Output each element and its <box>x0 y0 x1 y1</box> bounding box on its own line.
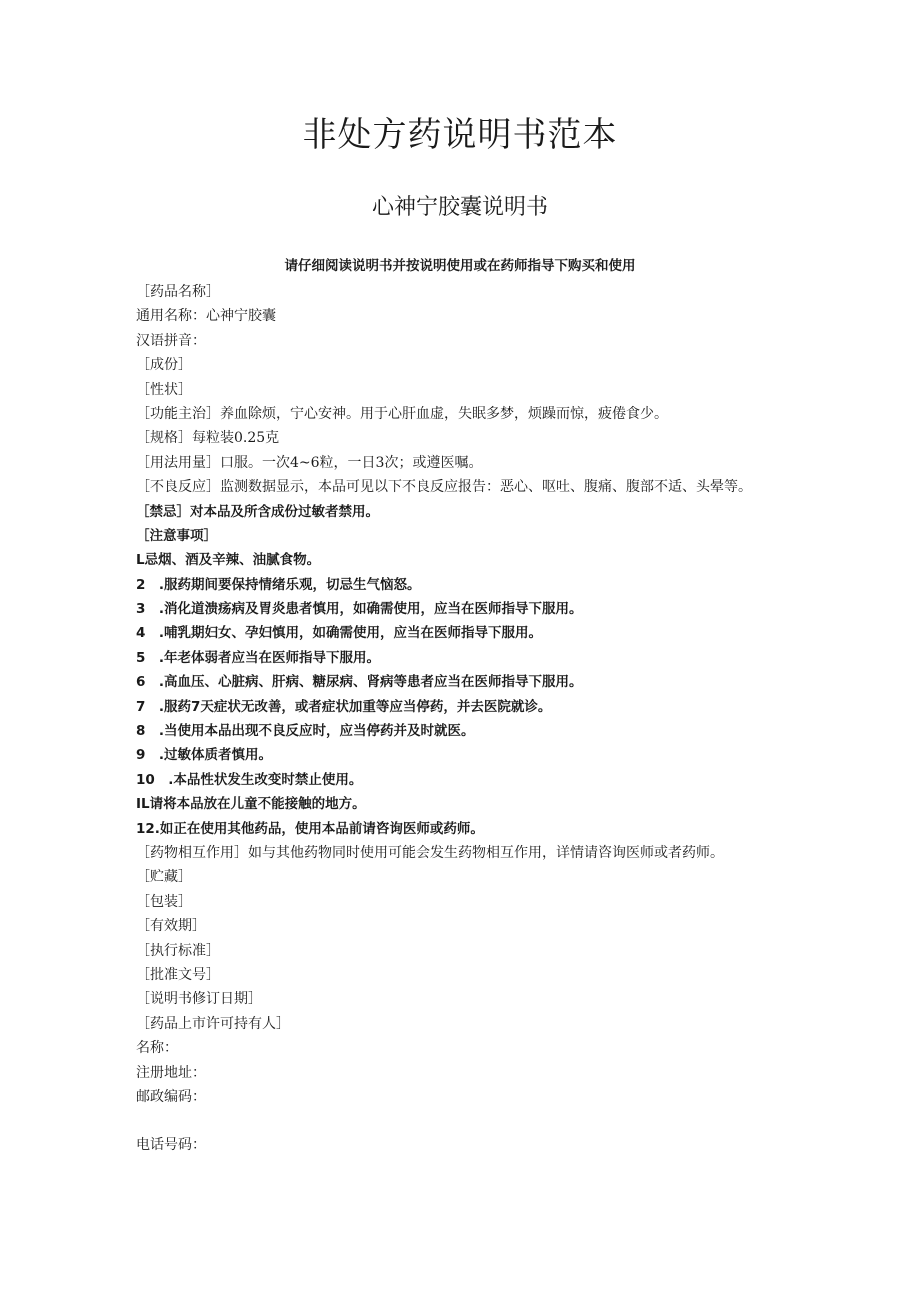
standard-header: ［执行标准］ <box>136 942 220 959</box>
document-title: 非处方药说明书范本 <box>302 115 618 155</box>
precaution-item: 5 .年老体弱者应当在医师指导下服用。 <box>136 649 381 666</box>
precaution-item: 10 .本品性状发生改变时禁止使用。 <box>136 771 363 788</box>
precaution-item: IL请将本品放在儿童不能接触的地方。 <box>136 796 366 813</box>
drug-interactions: ［药物相互作用］如与其他药物同时使用可能会发生药物相互作用，详情请咨询医师或者药师。 <box>136 845 724 861</box>
leaflet-body <box>136 280 796 1158</box>
precaution-item: 4 .哺乳期妇女、孕妇慎用，如确需使用，应当在医师指导下服用。 <box>136 625 543 642</box>
validity-header: ［有效期］ <box>136 918 206 935</box>
reading-instruction: 请仔细阅读说明书并按说明使用或在药师指导下购买和使用 <box>284 258 636 274</box>
specification: ［规格］每粒装0.25克 <box>136 430 280 447</box>
pinyin-name: 汉语拼音： <box>136 332 206 349</box>
storage-header: ［贮藏］ <box>136 869 192 886</box>
generic-name: 通用名称：心神宁胶囊 <box>136 308 276 325</box>
revision-date-header: ［说明书修订日期］ <box>136 991 262 1008</box>
precaution-item: 6 .高血压、心脏病、肝病、糖尿病、肾病等患者应当在医师指导下服用。 <box>136 674 583 691</box>
approval-number-header: ［批准文号］ <box>136 966 220 983</box>
drug-leaflet-title: 心神宁胶囊说明书 <box>371 195 548 220</box>
precaution-item: 7 .服药7天症状无改善，或者症状加重等应当停药，并去医院就诊。 <box>136 698 552 715</box>
contraindications: ［禁忌］对本品及所含成份过敏者禁用。 <box>136 503 379 520</box>
mah-header: ［药品上市许可持有人］ <box>136 1015 290 1032</box>
properties-header: ［性状］ <box>136 381 192 398</box>
precaution-item: L忌烟、酒及辛辣、油腻食物。 <box>136 552 321 569</box>
precaution-item: 12.如正在使用其他药品，使用本品前请咨询医师或药师。 <box>136 820 484 837</box>
precaution-item: 3 .消化道溃疡病及胃炎患者慎用，如确需使用，应当在医师指导下服用。 <box>136 601 583 618</box>
precaution-item: 9 .过敏体质者慎用。 <box>136 747 273 764</box>
mah-name: 名称： <box>136 1040 178 1057</box>
packaging-header: ［包装］ <box>136 893 192 910</box>
indications: ［功能主治］养血除烦，宁心安神。用于心肝血虚，失眠多梦，烦躁而惊，疲倦食少。 <box>136 405 668 422</box>
precaution-item: 8 .当使用本品出现不良反应时，应当停药并及时就医。 <box>136 723 475 740</box>
precaution-item: 2 .服药期间要保持情绪乐观，切忌生气恼怒。 <box>136 576 421 593</box>
drug-name-header: ［药品名称］ <box>136 284 220 300</box>
adverse-reactions: ［不良反应］监测数据显示，本品可见以下不良反应报告：恶心、呕吐、腹痛、腹部不适、头晕等。 <box>136 479 752 496</box>
mah-postcode: 邮政编码： <box>136 1088 206 1105</box>
ingredients-header: ［成份］ <box>136 357 192 374</box>
mah-address: 注册地址： <box>136 1064 206 1081</box>
dosage: ［用法用量］口服。一次4~6粒，一日3次；或遵医嘱。 <box>136 454 483 471</box>
precautions-header: ［注意事项］ <box>136 527 217 544</box>
mah-phone: 电话号码： <box>136 1137 206 1154</box>
